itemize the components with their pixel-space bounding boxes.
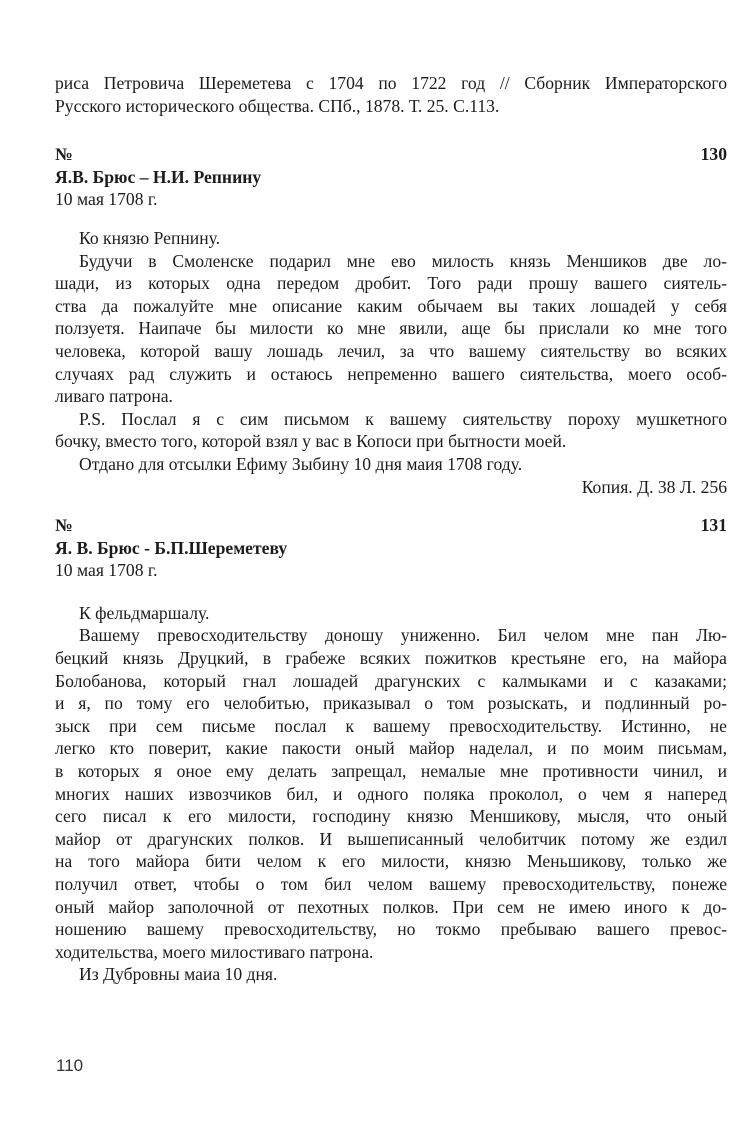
intro-line-1: риса Петровича Шереметева с 1704 по 1722 год // Сборник Императорского — [55, 73, 727, 93]
doc131-number: № 131 — [55, 515, 727, 536]
doc131-body-line: Вашему превосходительству доношу униженно. Бил челом мне пан Лю- — [79, 625, 727, 646]
doc130-body-line: Будучи в Смоленске подарил мне ево милость князь Меншиков две ло- — [79, 250, 727, 271]
doc130-date: 10 мая 1708 г. — [55, 189, 158, 210]
doc130-body-line: человека, которой вашу лошадь лечил, за что вашему сиятельству во всяких — [55, 340, 727, 361]
doc130-source: Копия. Д. 38 Л. 256 — [581, 476, 727, 497]
doc131-body-line: ходительства, моего милостиваго патрона. — [55, 941, 374, 962]
doc131-body-line: Болобанова, который гнал лошадей драгунских с калмыками и с казаками; — [55, 670, 727, 691]
doc131-body-line: на того майора бити челом к его милости, князю Меньшикову, только же — [55, 851, 727, 872]
doc131-body-line: в которых я оное ему делать запрещал, немалые мне противности чинил, и — [55, 761, 727, 782]
doc130-ps-line: бочку, вместо того, которой взял у вас в Копоси при бытности моей. — [55, 431, 567, 452]
doc130-body-line: случаях рад служить и остаюсь непременно вашего сиятельства, моего особ- — [55, 363, 727, 384]
doc131-header: Я. В. Брюс - Б.П.Шереметеву — [55, 537, 288, 558]
doc131-closing: Из Дубровны маиа 10 дня. — [79, 964, 278, 985]
doc131-body-line: оный майор заполочной от пехотных полков. При сем не имею иного к до- — [55, 896, 727, 917]
doc131-date: 10 мая 1708 г. — [55, 560, 158, 581]
doc131-salutation: К фельдмаршалу. — [79, 602, 210, 623]
doc130-closing: Отдано для отсылки Ефиму Зыбину 10 дня маия 1708 году. — [79, 453, 523, 474]
doc131-body-line: легко кто поверит, какие пакости оный майор наделал, и по моим письмам, — [55, 738, 727, 759]
doc131-body-line: и я, по тому его челобитью, приказывал о том розыскать, и подлинный ро- — [55, 693, 727, 714]
intro-line-2: Русского исторического общества. СПб., 1878. Т. 25. С.113. — [55, 95, 500, 116]
doc131-body-line: майор от драгунских полков. И вышеписанный челобитчик потому же ездил — [55, 828, 727, 849]
doc130-ps-line: P.S. Послал я с сим письмом к вашему сиятельству пороху мушкетного — [79, 408, 727, 429]
doc131-body-line: ношению вашему превосходительству, но токмо пребываю вашего превос- — [55, 919, 727, 940]
doc130-body-line: ливаго патрона. — [55, 386, 173, 407]
doc131-body-line: получил ответ, чтобы о том бил челом вашему превосходительству, понеже — [55, 874, 727, 894]
doc130-salutation: Ко князю Репнину. — [79, 227, 221, 248]
document-page — [55, 72, 727, 986]
doc130-number: № 130 — [55, 144, 727, 165]
document-131 — [55, 514, 727, 986]
document-130 — [55, 143, 727, 498]
doc131-body-line: сего писал к его милости, господину князю Меншикову, мысля, что оный — [55, 806, 727, 827]
doc131-body-line: многих наших извозчиков бил, и одного поляка проколол, о чем я наперед — [55, 783, 727, 804]
doc130-body-line: шади, из которых одна передом дробит. Того ради прошу вашего сиятель- — [55, 273, 727, 294]
doc130-header: Я.В. Брюс – Н.И. Репнину — [55, 166, 262, 187]
doc130-body-line: ползуетя. Наипаче бы милости ко мне явили, аще бы прислали ко мне того — [55, 318, 727, 339]
doc131-body-line: бецкий князь Друцкий, в грабеже всяких пожитков крестьяне его, на майора — [55, 648, 727, 669]
page-number: 110 — [56, 1056, 84, 1075]
doc130-body-line: ства да пожалуйте мне описание каким обычаем вы таких лошадей у себя — [55, 295, 727, 316]
doc131-body-line: зыск при сем письме послал к вашему превосходительству. Истинно, не — [55, 715, 727, 736]
